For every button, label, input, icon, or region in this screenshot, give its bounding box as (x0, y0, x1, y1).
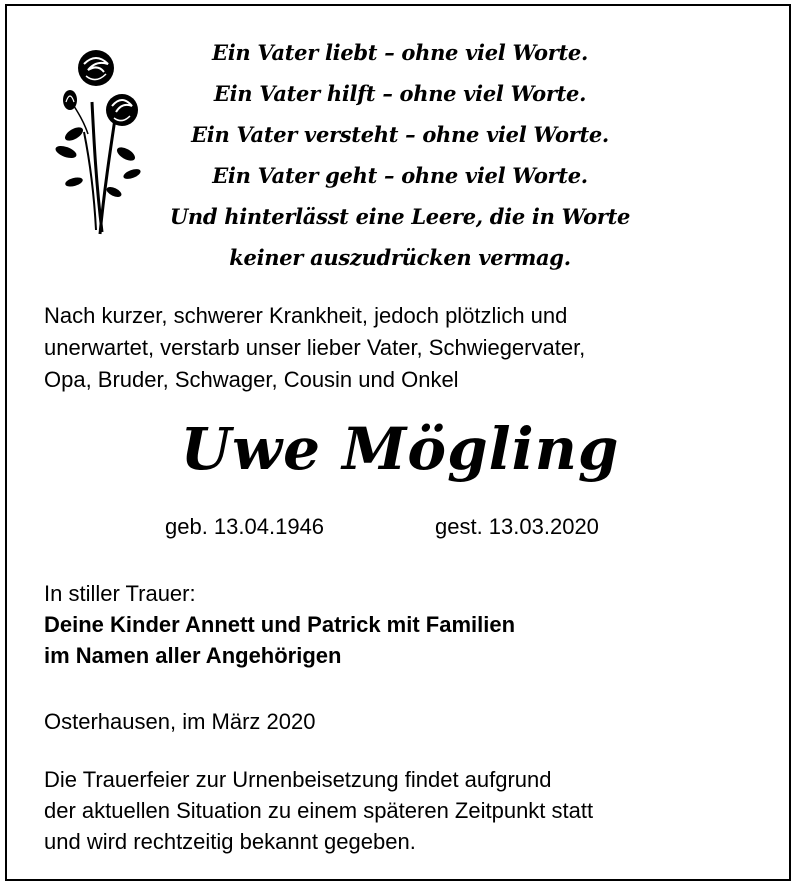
poem-line: Ein Vater hilft – ohne viel Worte. (213, 81, 587, 106)
notice-line: der aktuellen Situation zu einem späteren Zeitpunkt statt (44, 798, 594, 823)
mourning-intro: In stiller Trauer: (44, 581, 196, 606)
family-line: im Namen aller Angehörigen (44, 643, 342, 668)
notice-line: und wird rechtzeitig bekannt gegeben. (44, 829, 416, 854)
rose-icon (44, 42, 154, 242)
poem-line: keiner auszudrücken vermag. (229, 245, 571, 270)
place-date: Osterhausen, im März 2020 (44, 709, 316, 734)
intro-line: unerwartet, verstarb unser lieber Vater, Schwiegervater, (44, 335, 586, 360)
birth-date: geb. 13.04.1946 (165, 514, 325, 539)
intro-text (44, 300, 754, 396)
poem-line: Ein Vater geht – ohne viel Worte. (212, 163, 588, 188)
death-date: gest. 13.03.2020 (435, 514, 599, 539)
mourning-block (44, 578, 754, 671)
poem-line: Ein Vater liebt – ohne viel Worte. (212, 40, 588, 65)
poem-line: Ein Vater versteht – ohne viel Worte. (191, 122, 609, 147)
funeral-notice (44, 764, 764, 857)
intro-line: Nach kurzer, schwerer Krankheit, jedoch plötzlich und (44, 303, 568, 328)
deceased-name: Uwe Mögling (180, 415, 620, 483)
intro-line: Opa, Bruder, Schwager, Cousin und Onkel (44, 367, 459, 392)
notice-line: Die Trauerfeier zur Urnenbeisetzung findet aufgrund (44, 767, 552, 792)
poem-line: Und hinterlässt eine Leere, die in Worte (169, 204, 631, 229)
poem (150, 32, 650, 278)
family-line: Deine Kinder Annett und Patrick mit Familien (44, 612, 516, 637)
